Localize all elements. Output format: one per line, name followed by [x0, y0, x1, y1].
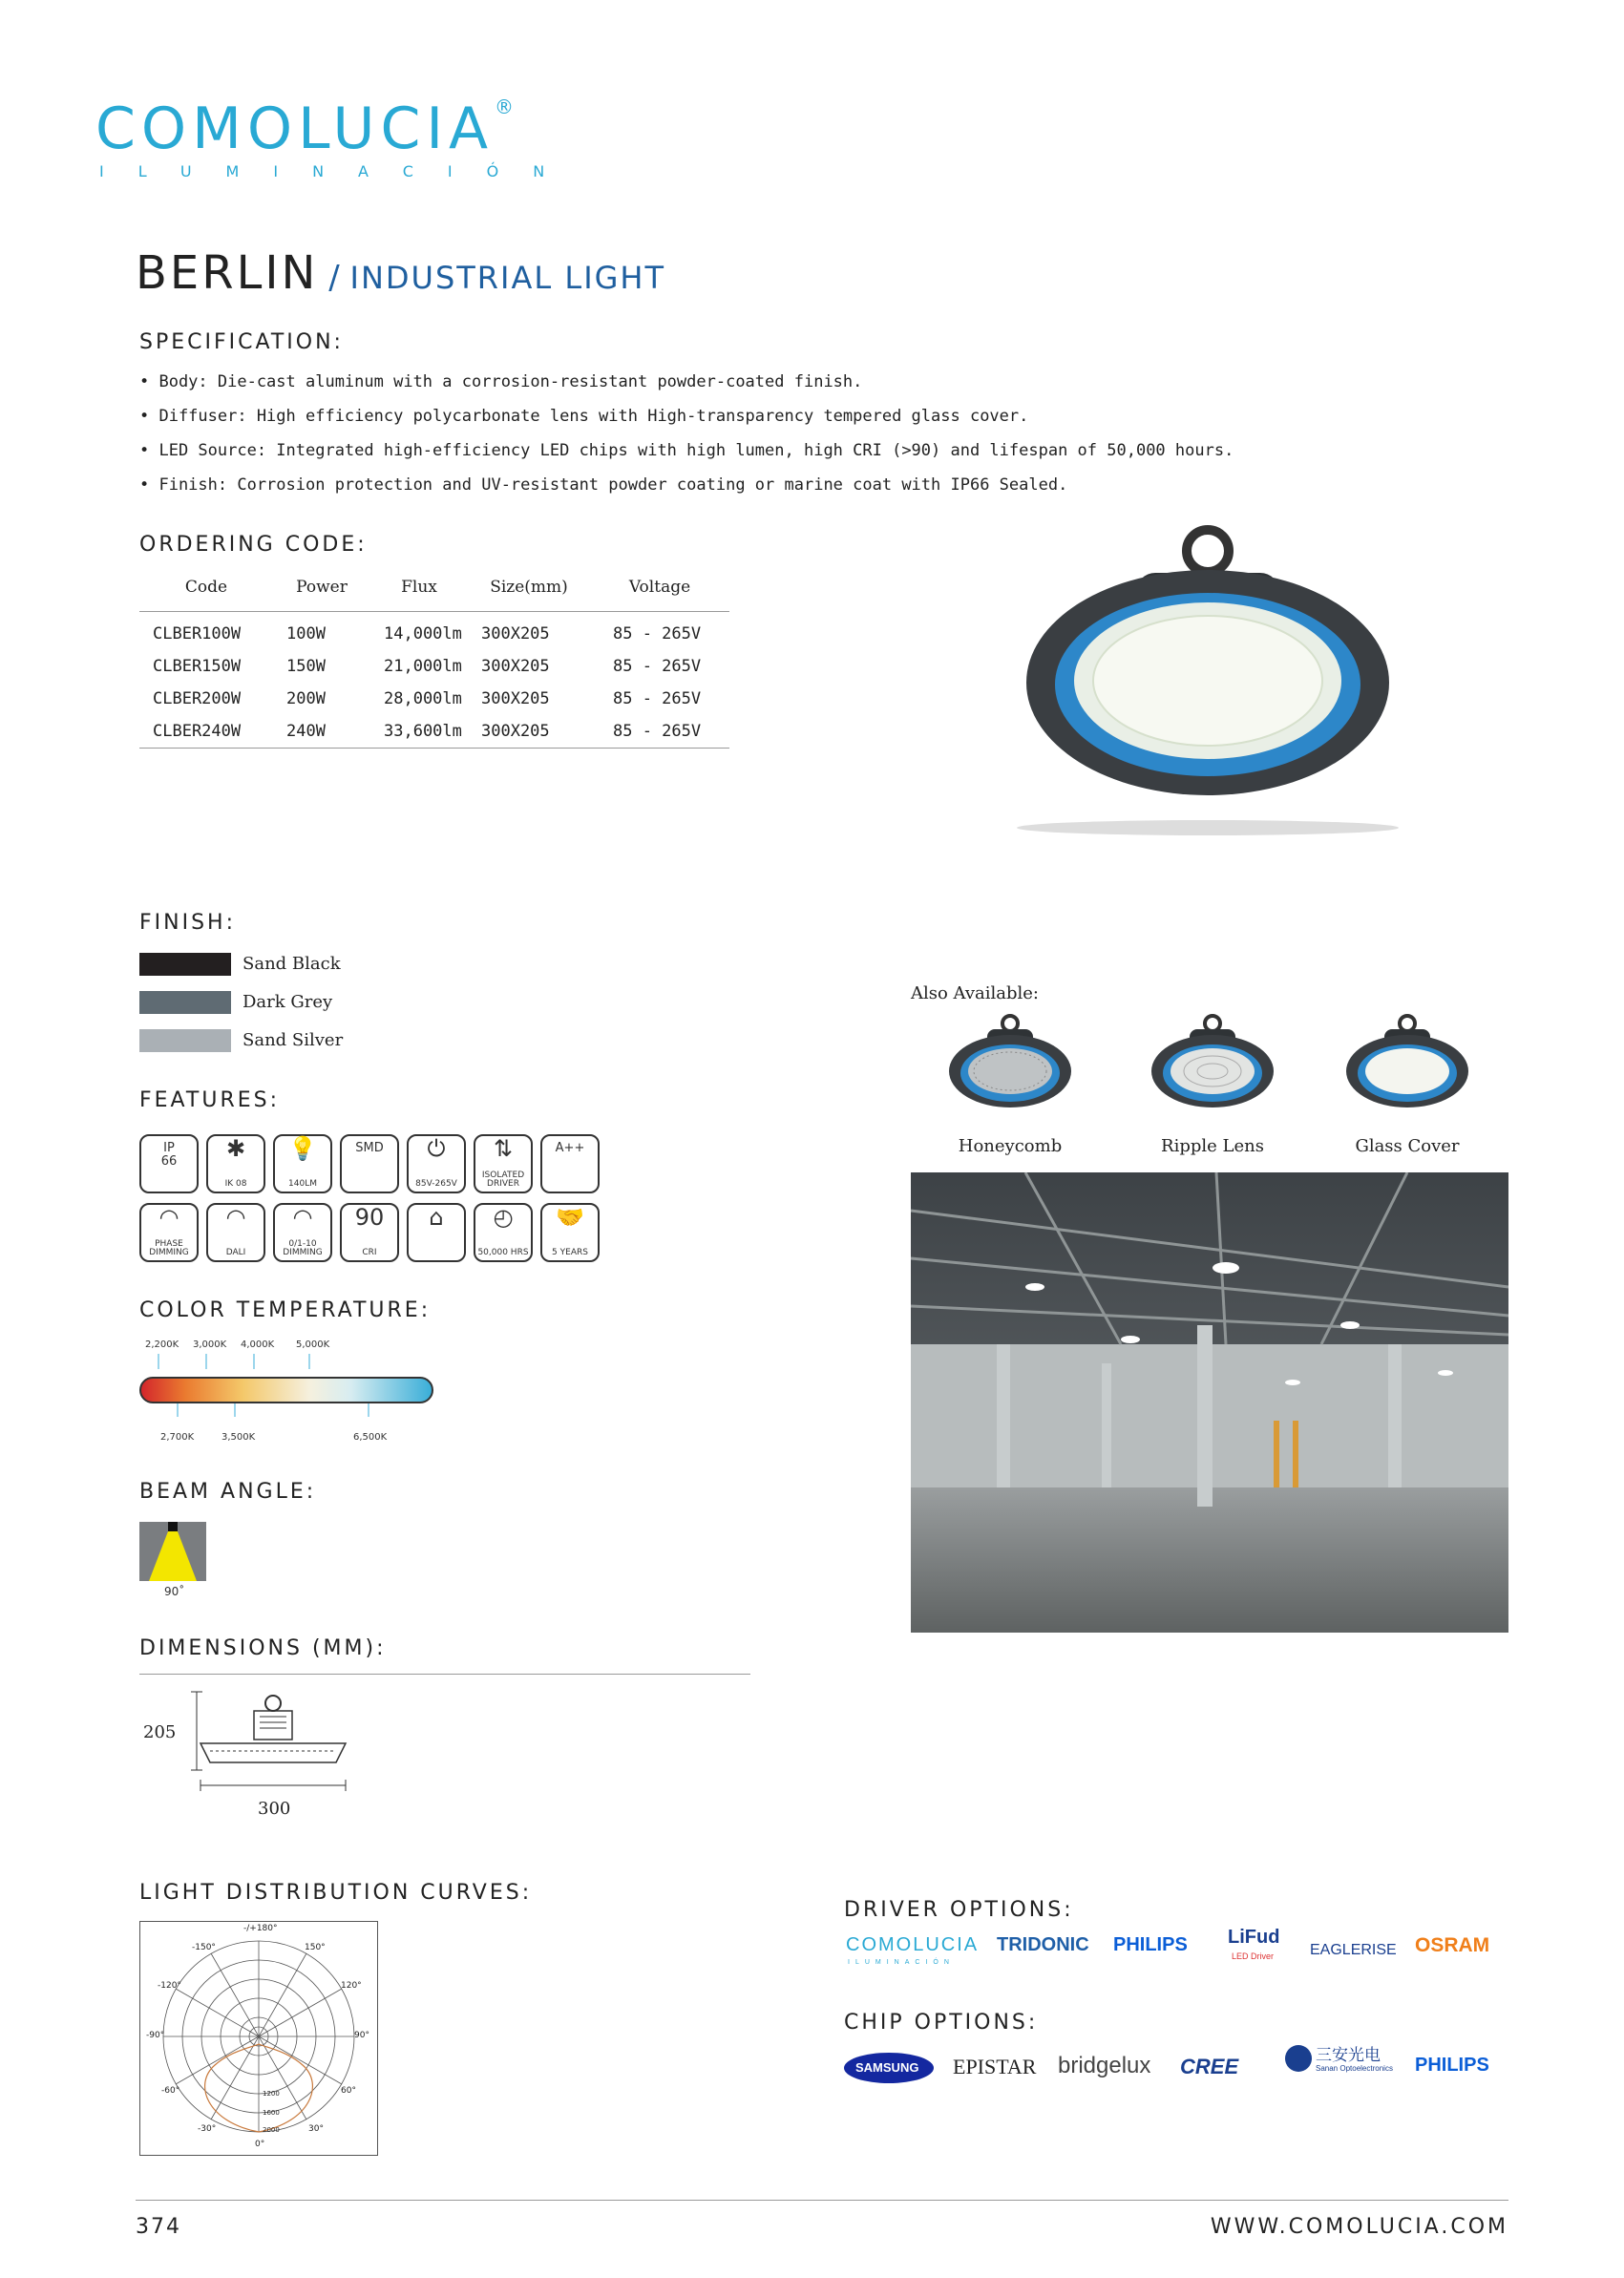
specification-heading: SPECIFICATION: [139, 330, 344, 354]
cri-icon [340, 1203, 399, 1262]
brand-logo: EAGLERISE [1310, 1942, 1397, 1958]
spec-item: • Diffuser: High efficiency polycarbonate lens with High-transparency tempered glass cover. [139, 407, 1029, 426]
dimension-height: 205 [143, 1722, 177, 1742]
ct-label: 4,000K [241, 1339, 275, 1350]
product-image [1002, 520, 1413, 845]
feature-glyph: IP 66 [160, 1141, 178, 1169]
logo-registered-mark: ® [495, 95, 514, 118]
isolated-driver-icon [474, 1134, 533, 1193]
angle-label: -30° [198, 2124, 217, 2134]
distribution-heading: LIGHT DISTRIBUTION CURVES: [139, 1881, 533, 1905]
feature-label: IK 08 [224, 1179, 247, 1189]
finish-label: Sand Black [243, 954, 341, 974]
lifespan-icon [474, 1203, 533, 1262]
product-name: BERLIN [136, 246, 319, 300]
chip-options-heading: CHIP OPTIONS: [844, 2011, 1039, 2035]
page-number: 374 [136, 2215, 181, 2239]
brand-logo: COMOLUCIA [846, 1934, 980, 1955]
brand-logo: SAMSUNG [855, 2060, 919, 2075]
table-row [139, 715, 729, 749]
brand-logo: EPISTAR [953, 2055, 1037, 2078]
cell: 300X205 [481, 624, 550, 643]
beam-angle-value: 90˚ [164, 1585, 185, 1598]
brand-logo-sub: ILUMINACIÓN [848, 1959, 955, 1966]
product-category: INDUSTRIAL LIGHT [349, 260, 666, 296]
page-title [136, 246, 665, 300]
beam-angle-heading: BEAM ANGLE: [139, 1480, 317, 1504]
title-separator: / [318, 259, 350, 297]
ripple-lens-variant-image [1146, 1010, 1279, 1115]
also-available-heading: Also Available: [911, 983, 1039, 1003]
ct-label: 2,200K [145, 1339, 179, 1350]
ct-label: 3,000K [193, 1339, 227, 1350]
ct-label: 6,500K [353, 1432, 388, 1443]
finish-heading: FINISH: [139, 911, 237, 935]
color-temperature-heading: COLOR TEMPERATURE: [139, 1298, 432, 1322]
variant-label: Glass Cover [1355, 1136, 1460, 1156]
dimming-icon [273, 1203, 332, 1262]
logo-wordmark: COMOLUCIA [95, 95, 495, 162]
phase-dimming-icon [139, 1203, 199, 1262]
ip66-icon [139, 1134, 199, 1193]
sanan-icon [1285, 2045, 1312, 2072]
cell: 85 - 265V [590, 715, 729, 749]
cell: 85 - 265V [613, 657, 702, 676]
cell: 33,600lm [370, 715, 468, 749]
ct-label: 5,000K [296, 1339, 330, 1350]
brand-logo: PHILIPS [1113, 1934, 1188, 1955]
application-photo [911, 1172, 1508, 1633]
finish-label: Sand Silver [243, 1030, 344, 1050]
column-header: Voltage [590, 563, 729, 612]
cell: 85 - 265V [613, 624, 702, 643]
spec-item: • Body: Die-cast aluminum with a corrosion-resistant powder-coated finish. [139, 372, 863, 391]
feature-glyph: ◴ [493, 1204, 514, 1231]
dimension-width: 300 [258, 1799, 291, 1819]
ct-label: 2,700K [160, 1432, 195, 1443]
smd-chip-icon [340, 1134, 399, 1193]
finish-swatch-sand-silver [139, 1029, 231, 1052]
ct-label: 3,500K [221, 1432, 256, 1443]
feature-label: 140LM [288, 1179, 317, 1189]
cell: 300X205 [481, 689, 550, 708]
feature-glyph: 90 [354, 1204, 385, 1231]
cell: 21,000lm [384, 657, 462, 676]
brand-logo: TRIDONIC [997, 1934, 1089, 1955]
cell: CLBER200W [153, 689, 242, 708]
dimensions-divider [139, 1674, 750, 1675]
brand-logo-sub: LED Driver [1232, 1951, 1275, 1961]
driver-options-heading: DRIVER OPTIONS: [844, 1898, 1074, 1922]
feature-glyph: ◠ [225, 1204, 246, 1231]
spec-item: • LED Source: Integrated high-efficiency LED chips with high lumen, high CRI (>90) and lifespan of 50,000 hours. [139, 441, 1234, 460]
cell: 150W [286, 657, 326, 676]
feature-label: 85V-265V [415, 1179, 457, 1189]
table-row [139, 683, 729, 715]
lumen-icon [273, 1134, 332, 1193]
column-header: Flux [370, 563, 468, 612]
angle-label: 150° [305, 1943, 326, 1952]
cell: CLBER240W [139, 715, 273, 749]
feature-label: 5 YEARS [552, 1248, 588, 1257]
cell: 28,000lm [384, 689, 462, 708]
angle-label: -120° [158, 1981, 181, 1991]
cell: 240W [273, 715, 370, 749]
angle-label: -60° [161, 2086, 180, 2096]
feature-glyph: ◠ [292, 1204, 313, 1231]
color-temperature-bar [139, 1377, 433, 1403]
glass-cover-variant-image [1340, 1010, 1474, 1115]
angle-label: 60° [341, 2086, 356, 2096]
footer-url: WWW.COMOLUCIA.COM [1210, 2215, 1508, 2239]
feature-label: DALI [225, 1248, 246, 1257]
spec-item: • Finish: Corrosion protection and UV-resistant powder coating or marine coat with IP66 Sealed. [139, 475, 1068, 495]
radial-label: 2000 [263, 2126, 280, 2134]
energy-class-icon [540, 1134, 600, 1193]
feature-glyph: ⏻ [427, 1135, 446, 1162]
dimension-drawing [187, 1690, 359, 1803]
column-header: Code [139, 563, 273, 612]
voltage-icon [407, 1134, 466, 1193]
dali-icon [206, 1203, 265, 1262]
dimensions-heading: DIMENSIONS (MM): [139, 1636, 387, 1660]
variant-label: Ripple Lens [1161, 1136, 1264, 1156]
finish-swatch-sand-black [139, 953, 231, 976]
feature-label: CRI [362, 1248, 377, 1257]
cell: 100W [286, 624, 326, 643]
cell: 300X205 [468, 715, 590, 749]
logo-subtitle: ILUMINACIÓN [99, 162, 580, 180]
column-header: Size(mm) [468, 563, 590, 612]
cell: 300X205 [481, 657, 550, 676]
radial-label: 1600 [263, 2109, 280, 2117]
feature-label: PHASE DIMMING [149, 1239, 189, 1257]
angle-label: -/+180° [243, 1924, 278, 1933]
logo [95, 95, 580, 200]
ordering-table [139, 563, 729, 749]
angle-label: -90° [146, 2031, 165, 2040]
column-header: Power [273, 563, 370, 612]
table-row [139, 612, 729, 651]
cell: CLBER150W [153, 657, 242, 676]
polar-chart [139, 1921, 378, 2156]
feature-glyph: ✱ [225, 1135, 246, 1162]
brand-logo: LiFud [1228, 1927, 1280, 1948]
footer-divider [136, 2200, 1508, 2201]
impact-icon [206, 1134, 265, 1193]
feature-label: ISOLATED DRIVER [481, 1171, 525, 1189]
brand-logo: bridgelux [1058, 2053, 1151, 2078]
honeycomb-variant-image [943, 1010, 1077, 1115]
radial-label: 1200 [263, 2090, 280, 2098]
angle-label: 30° [308, 2124, 324, 2134]
feature-label: 50,000 HRS [477, 1248, 529, 1257]
warranty-icon [540, 1203, 600, 1262]
cell: CLBER100W [153, 624, 242, 643]
feature-glyph: SMD [355, 1141, 384, 1155]
feature-glyph: ⌂ [429, 1204, 444, 1231]
features-heading: FEATURES: [139, 1088, 281, 1112]
angle-label: 90° [354, 2031, 369, 2040]
angle-label: 120° [341, 1981, 362, 1991]
ordering-code-heading: ORDERING CODE: [139, 533, 368, 557]
cell: 85 - 265V [613, 689, 702, 708]
angle-label: -150° [192, 1943, 216, 1952]
indoor-icon [407, 1203, 466, 1262]
angle-label: 0° [255, 2140, 265, 2149]
feature-glyph: 🤝 [556, 1204, 584, 1231]
brand-logo: OSRAM [1415, 1934, 1490, 1956]
feature-label: 0/1-10 DIMMING [283, 1239, 323, 1257]
feature-glyph: ◠ [158, 1204, 179, 1231]
finish-swatch-dark-grey [139, 991, 231, 1014]
variant-label: Honeycomb [958, 1136, 1063, 1156]
feature-glyph: A++ [555, 1141, 585, 1155]
cell: 14,000lm [384, 624, 462, 643]
brand-logo-sub: Sanan Optoelectronics [1316, 2064, 1393, 2073]
beam-angle-icon [139, 1522, 206, 1581]
table-row [139, 650, 729, 683]
feature-glyph: ⇅ [493, 1135, 514, 1162]
finish-label: Dark Grey [243, 992, 333, 1012]
cell: 200W [286, 689, 326, 708]
brand-logo: 三安光电 [1316, 2046, 1381, 2065]
brand-logo: PHILIPS [1415, 2055, 1489, 2076]
brand-logo: CREE [1180, 2055, 1239, 2078]
feature-glyph: 💡 [288, 1135, 317, 1162]
